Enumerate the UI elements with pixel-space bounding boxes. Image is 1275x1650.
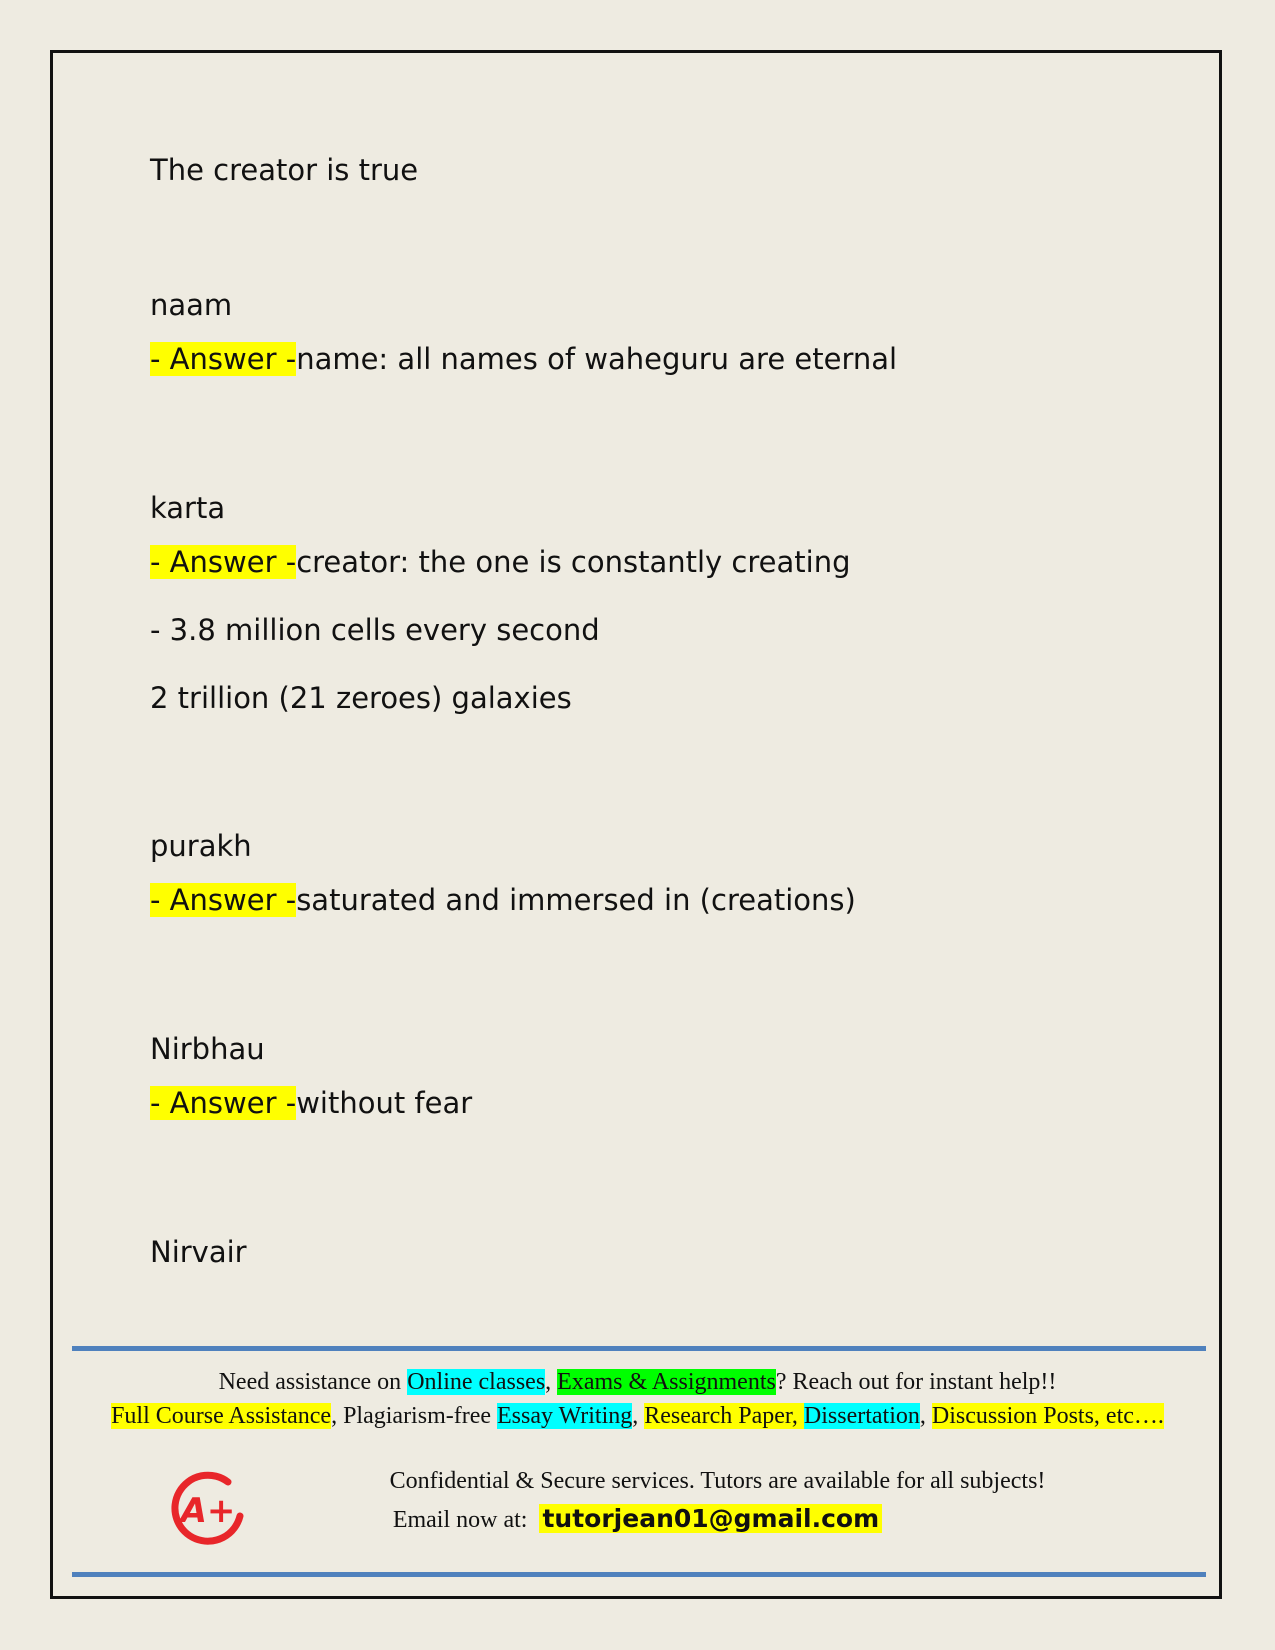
term-naam: naam (150, 288, 233, 322)
intro-text: The creator is true (150, 153, 419, 187)
footer-text: ? Reach out for instant help!! (775, 1369, 1057, 1395)
footer-text: Need assistance on (218, 1369, 408, 1395)
footer-line-2 (0, 1403, 1275, 1430)
page-border (50, 50, 1222, 1599)
term-nirvair: Nirvair (150, 1235, 247, 1269)
answer-text: creator: the one is constantly creating (296, 545, 851, 579)
answer-text: without fear (296, 1086, 473, 1120)
answer-karta (150, 542, 851, 582)
online-classes-highlight: Online classes (407, 1369, 546, 1395)
note-cells: - 3.8 million cells every second (150, 613, 600, 647)
term-purakh: purakh (150, 829, 252, 863)
answer-label: - Answer - (150, 545, 297, 579)
term-karta: karta (150, 491, 226, 525)
dissertation-highlight: Dissertation (803, 1403, 920, 1429)
answer-text: name: all names of waheguru are eternal (296, 342, 898, 376)
confidential-text: Confidential & Secure services. Tutors are available for all subjects! (389, 1468, 1046, 1494)
note-galaxies: 2 trillion (21 zeroes) galaxies (150, 681, 572, 715)
essay-highlight: Essay Writing (497, 1403, 633, 1429)
footer-text: , (632, 1403, 645, 1429)
answer-label: - Answer - (150, 342, 297, 376)
full-course-highlight: Full Course Assistance (111, 1403, 332, 1429)
answer-text: saturated and immersed in (creations) (296, 883, 856, 917)
logo-text: A+ (180, 1491, 236, 1531)
answer-label: - Answer - (150, 1086, 297, 1120)
footer-bottom-rule (72, 1572, 1206, 1577)
email-link[interactable]: tutorjean01@gmail.com (539, 1504, 882, 1533)
answer-nirbhau (150, 1083, 472, 1123)
footer-text: , Plagiarism-free (331, 1403, 498, 1429)
discussion-highlight: Discussion Posts, etc…. (931, 1403, 1164, 1429)
footer-line-1 (0, 1369, 1275, 1396)
footer-top-rule (72, 1346, 1206, 1351)
answer-naam (150, 339, 897, 379)
email-label: Email now at: (392, 1507, 528, 1533)
email-line (0, 1504, 1275, 1534)
research-highlight: Research Paper, (644, 1403, 804, 1429)
answer-label: - Answer - (150, 883, 297, 917)
exams-highlight: Exams & Assignments (557, 1369, 776, 1395)
term-nirbhau: Nirbhau (150, 1032, 265, 1066)
answer-purakh (150, 880, 856, 920)
footer-text: , (919, 1403, 932, 1429)
footer-text: , (545, 1369, 558, 1395)
